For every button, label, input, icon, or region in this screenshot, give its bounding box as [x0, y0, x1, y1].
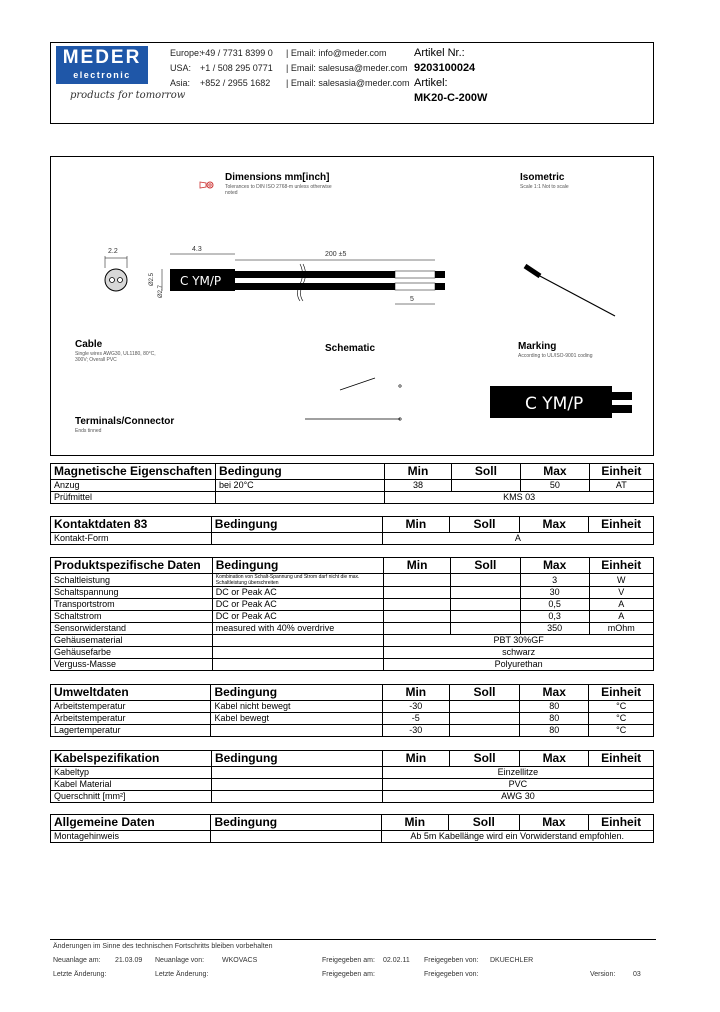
freigegeben-am-label: Freigegeben am:	[322, 957, 375, 964]
contact-email[interactable]: | Email: salesusa@meder.com	[286, 63, 408, 73]
schematic-icon	[305, 378, 401, 420]
contact-region: Asia:	[170, 78, 191, 88]
table-cell: measured with 40% overdrive	[212, 623, 384, 635]
table-row	[51, 635, 654, 647]
contact-phones	[200, 46, 273, 91]
table-cell: Kabel nicht bewegt	[211, 701, 382, 713]
table-cell	[449, 713, 519, 725]
table-cell: 0,5	[520, 599, 589, 611]
dim-d1: Ø2.5	[149, 272, 155, 286]
cable-title: Cable	[75, 339, 103, 350]
table-cell: AWG 30	[382, 791, 653, 803]
table-cell: °C	[589, 725, 654, 737]
column-header: Min	[384, 558, 451, 574]
table-cell	[384, 599, 451, 611]
table-row	[51, 701, 654, 713]
artikel-nr-label: Artikel Nr.:	[414, 47, 465, 59]
marking-label: C YM/P	[525, 394, 584, 414]
table-allgemeine-daten	[50, 814, 654, 843]
table-cell: PVC	[382, 779, 653, 791]
column-header: Bedingung	[211, 815, 381, 831]
table-cell: Arbeitstemperatur	[51, 713, 211, 725]
freigegeben-von: DKUECHLER	[490, 957, 534, 964]
neuanlage-am-label: Neuanlage am:	[53, 957, 101, 964]
table-row	[51, 831, 654, 843]
freigegeben-von2-label: Freigegeben von:	[424, 971, 479, 978]
dimensions-title: Dimensions mm[inch]	[225, 172, 330, 183]
table-row	[51, 480, 654, 492]
column-header: Soll	[449, 815, 520, 831]
column-header: Einheit	[589, 685, 654, 701]
dim-2: 2.2	[108, 248, 118, 255]
neuanlage-am: 21.03.09	[115, 957, 143, 964]
isometric-note: Scale 1:1 Not to scale	[520, 184, 569, 190]
table-row	[51, 659, 654, 671]
logo-top: MEDER	[62, 47, 142, 68]
freigegeben-am2-label: Freigegeben am:	[322, 971, 375, 978]
sensor-label: C YM/P	[180, 274, 222, 288]
table-cell	[451, 623, 521, 635]
table-cell: mOhm	[589, 623, 654, 635]
table-cell: A	[382, 533, 653, 545]
column-header: Soll	[451, 464, 520, 480]
column-header: Bedingung	[216, 464, 385, 480]
table-cell: Sensorwiderstand	[51, 623, 213, 635]
column-header: Soll	[449, 685, 519, 701]
table-cell: Querschnitt [mm²]	[51, 791, 212, 803]
table-cell	[211, 791, 382, 803]
table-row	[51, 492, 654, 504]
column-header: Max	[521, 464, 590, 480]
column-header: Soll	[450, 751, 520, 767]
column-header: Min	[381, 815, 449, 831]
table-cell: 80	[520, 725, 589, 737]
slogan: products for tomorrow	[70, 90, 186, 101]
version-label: Version:	[590, 971, 616, 978]
column-header: Min	[382, 517, 449, 533]
table-row	[51, 623, 654, 635]
table-cell: Anzug	[51, 480, 216, 492]
table-cell	[449, 725, 519, 737]
dim-5: 5	[410, 296, 414, 303]
isometric-view-icon	[525, 266, 615, 316]
table-cell: Schaltleistung	[51, 574, 213, 587]
column-header: Max	[520, 558, 589, 574]
table-row	[51, 647, 654, 659]
isometric-title: Isometric	[520, 172, 565, 183]
column-header: Bedingung	[212, 558, 384, 574]
table-umweltdaten	[50, 684, 654, 737]
column-header: Bedingung	[211, 685, 382, 701]
table-header-row	[51, 751, 654, 767]
table-cell	[211, 779, 382, 791]
table-cell	[212, 635, 384, 647]
article-block	[414, 46, 487, 106]
logo-bottom: electronic	[73, 70, 131, 80]
contact-email[interactable]: | Email: salesasia@meder.com	[286, 78, 410, 88]
table-title: Kabelspezifikation	[51, 751, 212, 767]
table-row	[51, 713, 654, 725]
artikel-nr: 9203100024	[414, 62, 476, 74]
column-header: Soll	[449, 517, 519, 533]
column-header: Einheit	[589, 751, 654, 767]
dim-length: 200 ±5	[325, 251, 347, 258]
table-cell	[211, 767, 382, 779]
table-cell: -5	[382, 713, 449, 725]
marking-note: According to UL/ISO-9001 coding	[518, 353, 593, 359]
terminals-note: Ends tinned	[75, 428, 102, 434]
column-header: Max	[520, 517, 589, 533]
dim-d2: Ø2.7	[158, 284, 164, 298]
table-cell	[211, 725, 382, 737]
end-view-icon	[105, 256, 127, 291]
footer-divider	[50, 939, 656, 940]
column-header: Einheit	[589, 558, 654, 574]
table-cell: 38	[385, 480, 452, 492]
table-header-row	[51, 464, 654, 480]
neuanlage-von-label: Neuanlage von:	[155, 957, 205, 964]
table-header-row	[51, 815, 654, 831]
table-cell: A	[589, 611, 654, 623]
table-title: Produktspezifische Daten	[51, 558, 213, 574]
table-cell	[212, 647, 384, 659]
freigegeben-von-label: Freigegeben von:	[424, 957, 479, 964]
column-header: Einheit	[589, 464, 653, 480]
table-cell: Schaltspannung	[51, 587, 213, 599]
table-header-row	[51, 517, 654, 533]
table-cell: A	[589, 599, 654, 611]
table-header-row	[51, 558, 654, 574]
table-title: Umweltdaten	[51, 685, 211, 701]
column-header: Min	[382, 751, 449, 767]
footer-note: Änderungen im Sinne des technischen Fortschritts bleiben vorbehalten	[53, 943, 273, 950]
table-title: Magnetische Eigenschaften	[51, 464, 216, 480]
table-magnetische	[50, 463, 654, 504]
table-cell: bei 20°C	[216, 480, 385, 492]
table-cell: Arbeitstemperatur	[51, 701, 211, 713]
table-cell: Montagehinweis	[51, 831, 211, 843]
column-header: Max	[520, 685, 589, 701]
table-cell: °C	[589, 701, 654, 713]
table-cell: schwarz	[384, 647, 654, 659]
dim-4: 4.3	[192, 246, 202, 253]
table-cell: Kabeltyp	[51, 767, 212, 779]
table-kabelspezifikation	[50, 750, 654, 803]
table-title: Allgemeine Daten	[51, 815, 211, 831]
schematic-title: Schematic	[325, 343, 376, 354]
table-row	[51, 599, 654, 611]
table-cell: Gehäusematerial	[51, 635, 213, 647]
table-cell: 3	[520, 574, 589, 587]
technical-drawing	[50, 156, 654, 456]
column-header: Max	[520, 751, 589, 767]
table-cell: DC or Peak AC	[212, 611, 384, 623]
table-row	[51, 611, 654, 623]
artikel-label: Artikel:	[414, 77, 448, 89]
table-cell: 30	[520, 587, 589, 599]
table-cell	[216, 492, 385, 504]
contact-phone: +49 / 7731 8399 0	[200, 48, 273, 58]
column-header: Max	[519, 815, 589, 831]
table-cell: KMS 03	[385, 492, 654, 504]
table-cell	[384, 611, 451, 623]
column-header: Bedingung	[211, 751, 382, 767]
table-cell: Schaltstrom	[51, 611, 213, 623]
table-cell: DC or Peak AC	[212, 587, 384, 599]
table-cell: Gehäusefarbe	[51, 647, 213, 659]
table-cell	[451, 480, 520, 492]
table-row	[51, 791, 654, 803]
dimensions-note: Tolerances to DIN ISO 2768-m unless otherwise noted	[225, 184, 332, 196]
column-header: Min	[385, 464, 452, 480]
table-cell	[384, 587, 451, 599]
table-row	[51, 725, 654, 737]
neuanlage-von: WKOVACS	[222, 957, 258, 964]
terminals-title: Terminals/Connector	[75, 416, 175, 427]
table-cell: Polyurethan	[384, 659, 654, 671]
table-cell	[451, 587, 521, 599]
artikel: MK20-C-200W	[414, 92, 488, 104]
table-cell: W	[589, 574, 654, 587]
table-cell: Kabel bewegt	[211, 713, 382, 725]
letzte-aenderung2-label: Letzte Änderung:	[155, 971, 209, 978]
column-header: Bedingung	[211, 517, 382, 533]
projection-symbol-icon	[200, 182, 213, 188]
table-cell: Transportstrom	[51, 599, 213, 611]
table-cell: Verguss-Masse	[51, 659, 213, 671]
table-cell	[212, 659, 384, 671]
column-header: Einheit	[589, 517, 654, 533]
table-cell: 80	[520, 701, 589, 713]
table-cell	[211, 831, 381, 843]
column-header: Min	[382, 685, 449, 701]
contact-region: Europe:	[170, 48, 202, 58]
table-cell	[449, 701, 519, 713]
table-title: Kontaktdaten 83	[51, 517, 212, 533]
table-row	[51, 767, 654, 779]
table-cell	[211, 533, 382, 545]
table-header-row	[51, 685, 654, 701]
contact-phone: +1 / 508 295 0771	[200, 63, 273, 73]
contact-phone: +852 / 2955 1682	[200, 78, 271, 88]
table-cell: 0,3	[520, 611, 589, 623]
table-cell	[384, 574, 451, 587]
marking-title: Marking	[518, 341, 557, 352]
column-header: Einheit	[589, 815, 654, 831]
table-cell: Kabel Material	[51, 779, 212, 791]
table-cell	[451, 611, 521, 623]
freigegeben-am: 02.02.11	[383, 957, 410, 964]
table-cell: 50	[521, 480, 590, 492]
table-cell: Einzellitze	[382, 767, 653, 779]
contact-regions	[170, 46, 202, 91]
table-cell: V	[589, 587, 654, 599]
version: 03	[633, 971, 641, 978]
table-cell: Kontakt-Form	[51, 533, 212, 545]
column-header: Soll	[451, 558, 521, 574]
table-row	[51, 574, 654, 587]
contact-email[interactable]: | Email: info@meder.com	[286, 48, 387, 58]
table-cell: 80	[520, 713, 589, 725]
contact-region: USA:	[170, 63, 192, 73]
table-cell: Kombination von Schalt-Spannung und Strom darf nicht die max. Schaltleistung überschreiten	[212, 574, 384, 587]
letzte-aenderung-label: Letzte Änderung:	[53, 971, 107, 978]
table-cell: -30	[382, 725, 449, 737]
table-cell: 350	[520, 623, 589, 635]
table-row	[51, 533, 654, 545]
table-cell	[384, 623, 451, 635]
table-cell: PBT 30%GF	[384, 635, 654, 647]
table-cell: Prüfmittel	[51, 492, 216, 504]
cable-note: Single wires AWG30, UL1180, 80°C, 300V; Overall PVC	[75, 351, 156, 363]
table-row	[51, 779, 654, 791]
table-cell: AT	[589, 480, 653, 492]
table-cell: -30	[382, 701, 449, 713]
table-cell: DC or Peak AC	[212, 599, 384, 611]
table-row	[51, 587, 654, 599]
table-kontaktdaten	[50, 516, 654, 545]
meder-logo	[56, 46, 148, 84]
table-cell: Ab 5m Kabellänge wird ein Vorwiderstand empfohlen.	[381, 831, 654, 843]
table-produktspezifisch	[50, 557, 654, 671]
table-cell: °C	[589, 713, 654, 725]
table-cell	[451, 574, 521, 587]
table-cell	[451, 599, 521, 611]
table-cell: Lagertemperatur	[51, 725, 211, 737]
contact-emails	[286, 46, 410, 91]
